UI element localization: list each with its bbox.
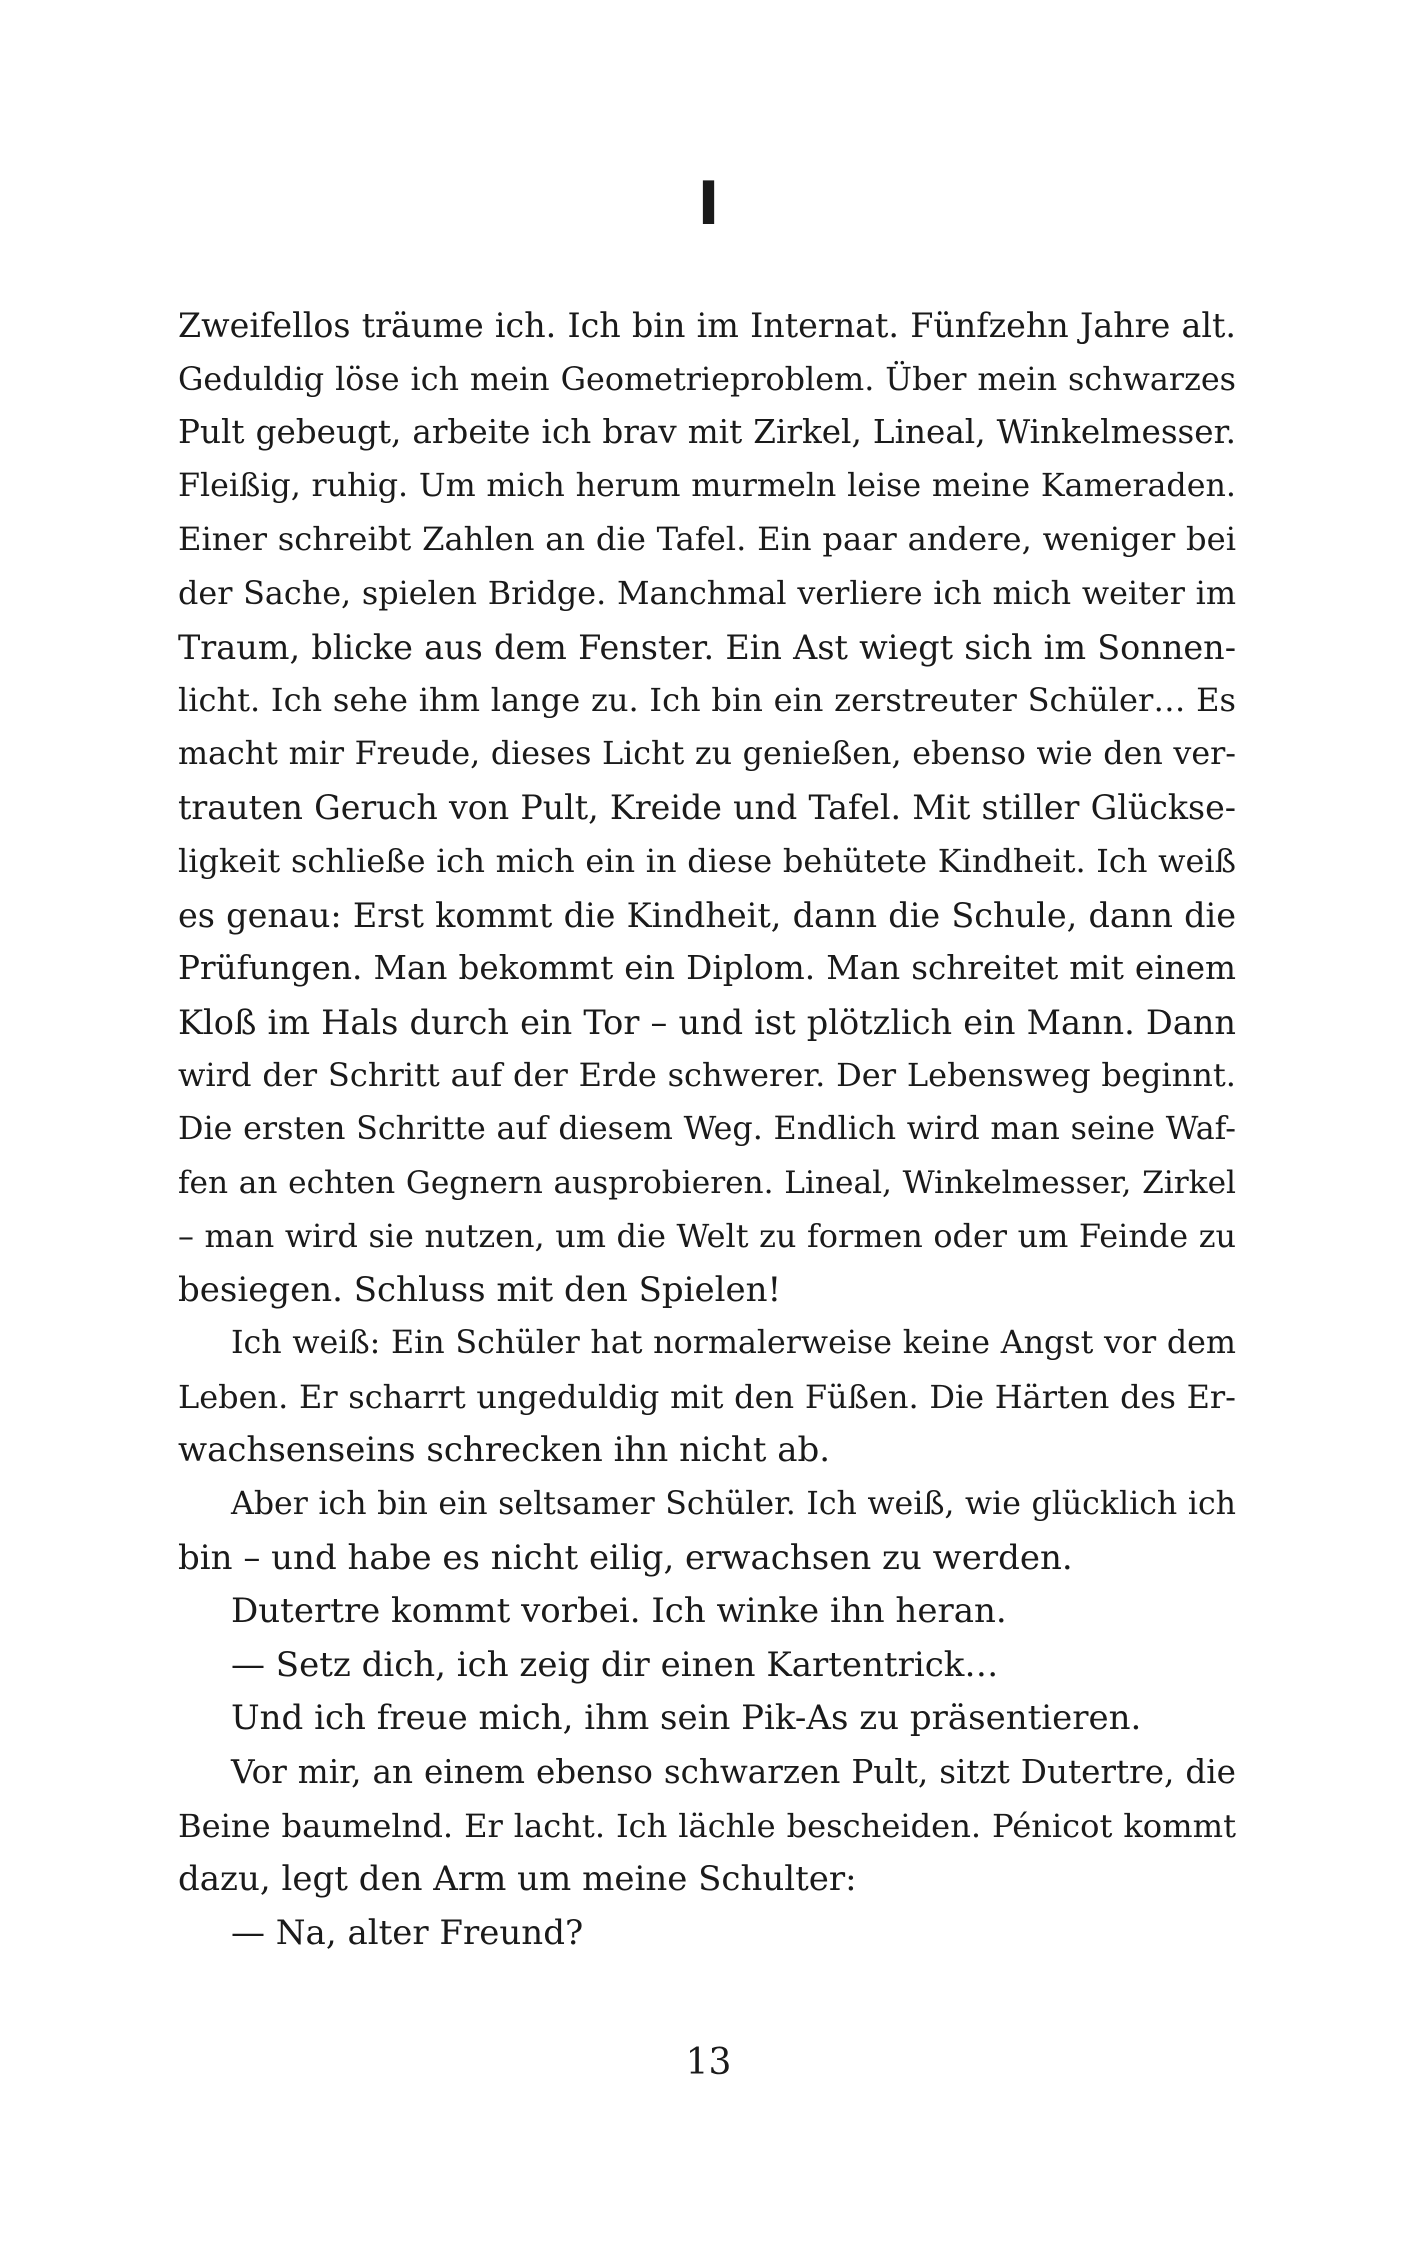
text-line: der Sache, spielen Bridge. Manchmal verliere ich mich weiter im [178, 573, 1236, 612]
text-line: licht. Ich sehe ihm lange zu. Ich bin ein zerstreuter Schüler… Es [178, 681, 1236, 720]
page-number: 13 [685, 2042, 732, 2083]
text-line: Und ich freue mich, ihm sein Pik-As zu präsentieren. [231, 1698, 1142, 1739]
text-line: bin – und habe es nicht eilig, erwachsen zu werden. [178, 1537, 1073, 1578]
text-line: dazu, legt den Arm um meine Schulter: [178, 1859, 857, 1900]
body-text [178, 299, 1236, 1960]
text-line: trauten Geruch von Pult, Kreide und Tafel. Mit stiller Glückse- [178, 788, 1236, 828]
text-line: Aber ich bin ein seltsamer Schüler. Ich weiß, wie glücklich ich [231, 1486, 1236, 1523]
text-line: Geduldig löse ich mein Geometrieproblem. Über mein schwarzes [178, 359, 1236, 398]
chapter-heading: I [697, 169, 720, 239]
text-line: Dutertre kommt vorbei. Ich winke ihn heran. [231, 1591, 1007, 1632]
text-line: — Na, alter Freund? [231, 1912, 584, 1953]
text-line: Leben. Er scharrt ungeduldig mit den Füßen. Die Härten des Er- [178, 1377, 1236, 1416]
text-line: Zweifellos träume ich. Ich bin im Internat. Fünfzehn Jahre alt. [178, 306, 1236, 345]
text-line: Fleißig, ruhig. Um mich herum murmeln leise meine Kameraden. [178, 467, 1236, 504]
text-line: macht mir Freude, dieses Licht zu genießen, ebenso wie den ver- [178, 735, 1236, 772]
text-line: fen an echten Gegnern ausprobieren. Lineal, Winkelmesser, Zirkel [178, 1164, 1236, 1201]
text-line: — Setz dich, ich zeig dir einen Kartentrick… [231, 1644, 999, 1685]
text-line: Prüfungen. Man bekommt ein Diplom. Man schreitet mit einem [178, 949, 1236, 988]
text-line: Einer schreibt Zahlen an die Tafel. Ein paar andere, weniger bei [178, 520, 1236, 559]
text-line: es genau: Erst kommt die Kindheit, dann die Schule, dann die [178, 895, 1236, 935]
text-line: wachsenseins schrecken ihn nicht ab. [178, 1430, 831, 1471]
text-line: Pult gebeugt, arbeite ich brav mit Zirkel, Lineal, Winkelmesser. [178, 413, 1236, 452]
text-line: Die ersten Schritte auf diesem Weg. Endlich wird man seine Waf- [178, 1110, 1236, 1147]
text-line: Vor mir, an einem ebenso schwarzen Pult, sitzt Dutertre, die [231, 1753, 1236, 1792]
text-line: – man wird sie nutzen, um die Welt zu formen oder um Feinde zu [178, 1217, 1236, 1256]
text-line: ligkeit schließe ich mich ein in diese behütete Kindheit. Ich weiß [178, 841, 1236, 880]
text-line: besiegen. Schluss mit den Spielen! [178, 1269, 782, 1310]
text-line: Beine baumelnd. Er lacht. Ich lächle bescheiden. Pénicot kommt [178, 1806, 1236, 1845]
text-line: Ich weiß: Ein Schüler hat normalerweise keine Angst vor dem [231, 1325, 1236, 1362]
text-line: Kloß im Hals durch ein Tor – und ist plötzlich ein Mann. Dann [178, 1002, 1236, 1042]
text-line: wird der Schritt auf der Erde schwerer. Der Lebensweg beginnt. [178, 1056, 1236, 1095]
text-line: Traum, blicke aus dem Fenster. Ein Ast wiegt sich im Sonnen- [178, 627, 1236, 667]
